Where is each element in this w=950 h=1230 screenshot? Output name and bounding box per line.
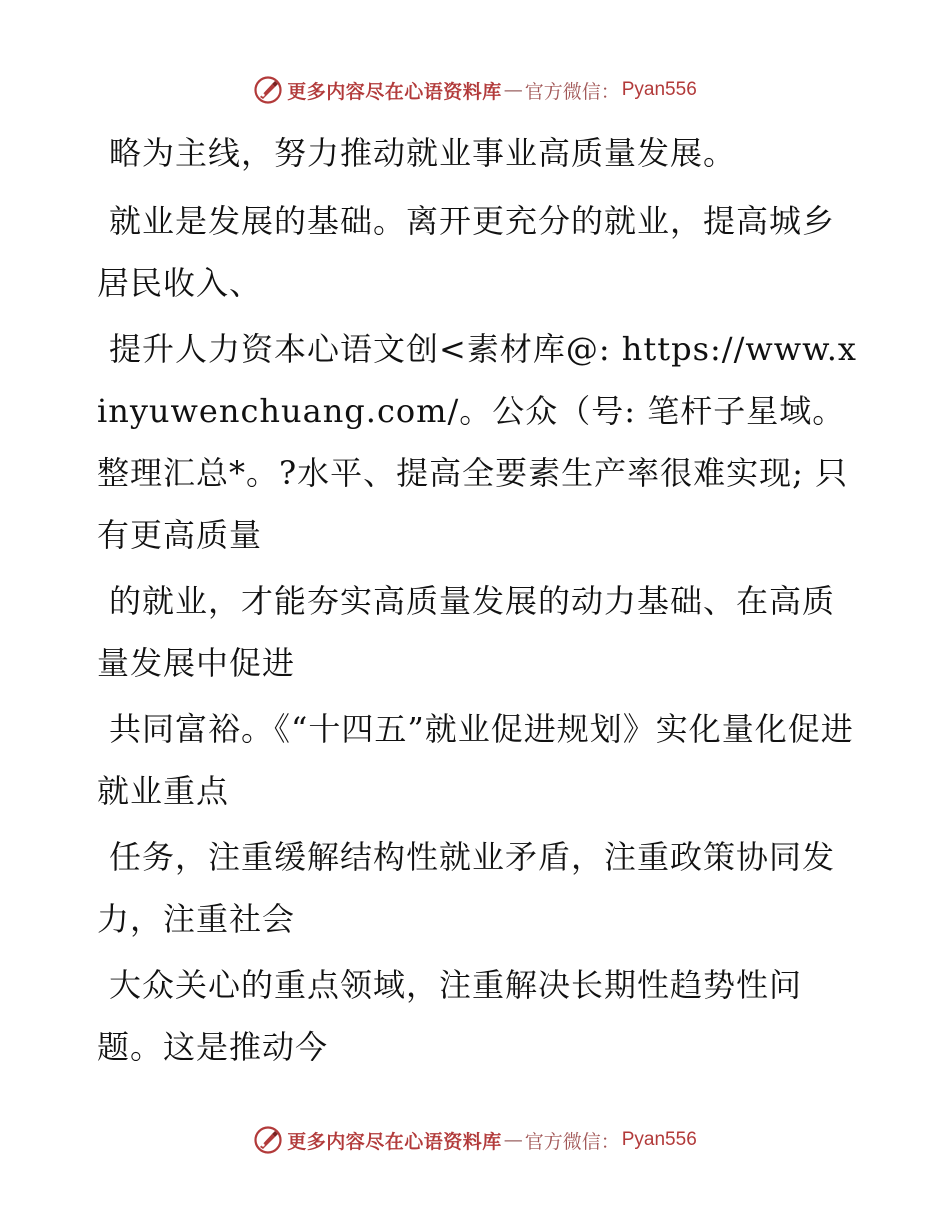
header-contact-label: 官方微信： [524, 80, 620, 103]
header-brand-text: 更多内容尽在心语资料库 [287, 80, 502, 103]
pen-logo-icon [253, 1125, 283, 1155]
document-body [97, 122, 857, 1078]
footer-contact-label: 官方微信： [524, 1130, 620, 1153]
paragraph-6: 任务，注重缓解结构性就业矛盾，注重政策协同发力，注重社会 [97, 838, 836, 938]
header-wechat-id: Pyan556 [621, 79, 697, 100]
footer-brand-text: 更多内容尽在心语资料库 [287, 1130, 502, 1153]
paragraph-2: 就业是发展的基础。离开更充分的就业，提高城乡居民收入、 [97, 202, 836, 302]
paragraph-7: 大众关心的重点领域，注重解决长期性趋势性问题。这是推动今 [97, 966, 803, 1066]
footer-wechat-id: Pyan556 [621, 1129, 697, 1150]
footer-dash: — [503, 1129, 523, 1151]
header-dash: — [503, 79, 523, 101]
paragraph-1: 略为主线，努力推动就业事业高质量发展。 [109, 134, 737, 172]
pen-logo-icon [253, 75, 283, 105]
paragraph-4: 的就业，才能夯实高质量发展的动力基础、在高质量发展中促进 [97, 582, 836, 682]
header-banner [0, 72, 950, 108]
footer-banner [0, 1122, 950, 1158]
paragraph-3: 提升人力资本心语文创<素材库@: https://www.xinyuwenchuang.com/。公众（号: 笔杆子星域。整理汇总*。?水平、提高全要素生产率很难实现; 只有更高质量 [97, 330, 857, 554]
paragraph-5: 共同富裕。《“十四五”就业促进规划》实化量化促进就业重点 [97, 710, 854, 810]
